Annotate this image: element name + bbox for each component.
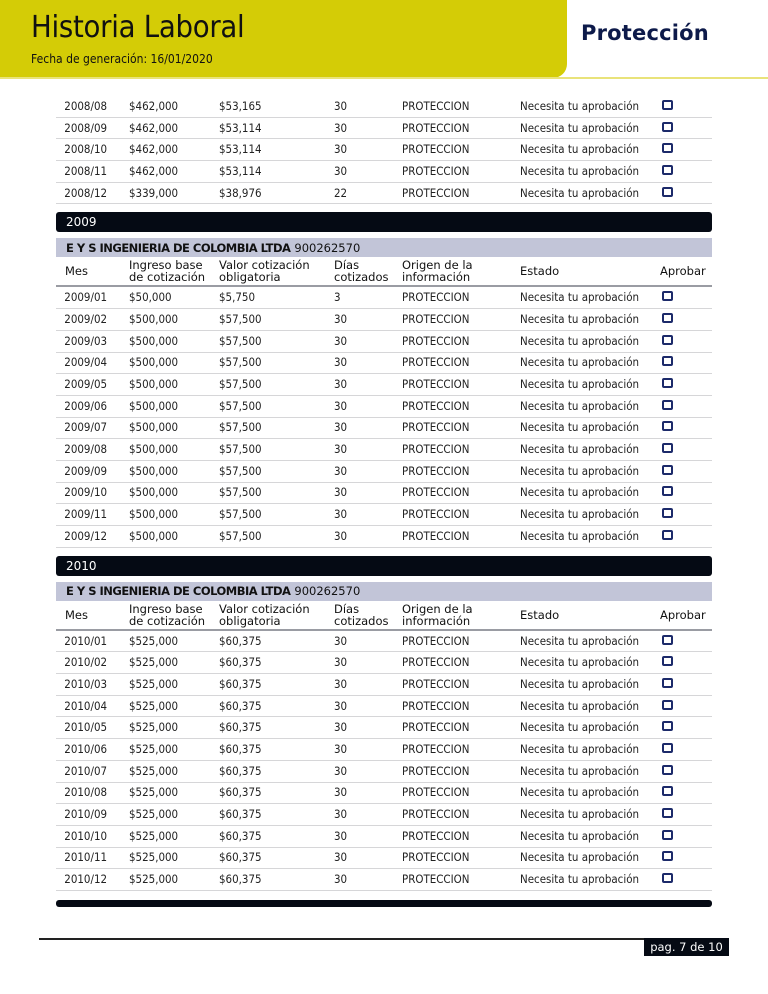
income-cell: $50,000: [129, 291, 172, 305]
days-cell: 30: [334, 399, 348, 413]
origin-cell: PROTECCION: [402, 677, 470, 691]
month-cell: 2008/08: [64, 99, 108, 113]
month-cell: 2008/12: [64, 186, 108, 200]
status-cell: Necesita tu aprobación: [520, 829, 640, 843]
income-cell: $500,000: [129, 399, 179, 413]
brand-logo: Protección: [581, 21, 709, 45]
origin-cell: PROTECCION: [402, 764, 470, 778]
approve-checkbox[interactable]: [662, 443, 673, 453]
approve-checkbox[interactable]: [662, 508, 673, 518]
table-header: [56, 257, 712, 287]
status-cell: Necesita tu aprobación: [520, 291, 640, 305]
month-cell: 2009/01: [64, 291, 108, 305]
approve-cell: [660, 187, 712, 200]
contribution-cell: $5,750: [219, 291, 256, 305]
income-cell: $500,000: [129, 443, 179, 457]
contribution-cell: $57,500: [219, 421, 262, 435]
approve-cell: [660, 808, 712, 821]
contribution-cell: $60,375: [219, 699, 262, 713]
days-cell: 30: [334, 486, 348, 500]
days-cell: 3: [334, 291, 341, 305]
table-row: [56, 161, 712, 183]
days-cell: 30: [334, 443, 348, 457]
contribution-cell: $60,375: [219, 742, 262, 756]
month-cell: 2009/11: [64, 508, 108, 522]
approve-cell: [660, 721, 712, 734]
header-divider: [0, 77, 768, 79]
approve-checkbox[interactable]: [662, 486, 673, 496]
table-row: [56, 183, 712, 205]
col-dias: Días cotizados: [334, 601, 389, 628]
approve-checkbox[interactable]: [662, 421, 673, 431]
approve-checkbox[interactable]: [662, 122, 673, 132]
contribution-cell: $57,500: [219, 356, 262, 370]
approve-cell: [660, 635, 712, 648]
approve-checkbox[interactable]: [662, 143, 673, 153]
employer-name: E Y S INGENIERIA DE COLOMBIA LTDA: [66, 240, 291, 255]
contribution-cell: $60,375: [219, 808, 262, 822]
contribution-cell: $57,500: [219, 508, 262, 522]
approve-checkbox[interactable]: [662, 187, 673, 197]
month-cell: 2008/10: [64, 143, 108, 157]
col-mes: Mes: [65, 607, 88, 622]
table-row: [56, 696, 712, 718]
origin-cell: PROTECCION: [402, 378, 470, 392]
status-cell: Necesita tu aprobación: [520, 508, 640, 522]
table-row: [56, 331, 712, 353]
days-cell: 30: [334, 356, 348, 370]
status-cell: Necesita tu aprobación: [520, 786, 640, 800]
approve-cell: [660, 335, 712, 348]
table-row: [56, 761, 712, 783]
status-cell: Necesita tu aprobación: [520, 529, 640, 543]
status-cell: Necesita tu aprobación: [520, 808, 640, 822]
contribution-cell: $60,375: [219, 721, 262, 735]
income-cell: $462,000: [129, 143, 179, 157]
status-cell: Necesita tu aprobación: [520, 312, 640, 326]
approve-cell: [660, 656, 712, 669]
approve-checkbox[interactable]: [662, 721, 673, 731]
days-cell: 22: [334, 186, 348, 200]
year-section: [56, 212, 712, 547]
col-valor: Valor cotización obligatoria: [219, 258, 310, 285]
origin-cell: PROTECCION: [402, 721, 470, 735]
generation-date: Fecha de generación: 16/01/2020: [31, 52, 213, 66]
month-cell: 2010/04: [64, 699, 108, 713]
status-cell: Necesita tu aprobación: [520, 99, 640, 113]
income-cell: $525,000: [129, 786, 179, 800]
contribution-cell: $57,500: [219, 312, 262, 326]
contribution-cell: $38,976: [219, 186, 262, 200]
approve-cell: [660, 873, 712, 886]
month-cell: 2009/04: [64, 356, 108, 370]
origin-cell: PROTECCION: [402, 334, 470, 348]
days-cell: 30: [334, 99, 348, 113]
table-row: [56, 783, 712, 805]
status-cell: Necesita tu aprobación: [520, 742, 640, 756]
origin-cell: PROTECCION: [402, 808, 470, 822]
table-row: [56, 418, 712, 440]
income-cell: $525,000: [129, 873, 179, 887]
income-cell: $500,000: [129, 356, 179, 370]
contribution-cell: $60,375: [219, 677, 262, 691]
approve-cell: [660, 143, 712, 156]
origin-cell: PROTECCION: [402, 291, 470, 305]
month-cell: 2010/08: [64, 786, 108, 800]
approve-checkbox[interactable]: [662, 765, 673, 775]
approve-checkbox[interactable]: [662, 356, 673, 366]
status-cell: Necesita tu aprobación: [520, 143, 640, 157]
table-row: [56, 526, 712, 548]
table-row: [56, 461, 712, 483]
income-cell: $500,000: [129, 486, 179, 500]
status-cell: Necesita tu aprobación: [520, 486, 640, 500]
approve-cell: [660, 356, 712, 369]
table-row: [56, 504, 712, 526]
contribution-cell: $57,500: [219, 334, 262, 348]
income-cell: $525,000: [129, 851, 179, 865]
days-cell: 30: [334, 464, 348, 478]
approve-checkbox[interactable]: [662, 743, 673, 753]
approve-cell: [660, 400, 712, 413]
approve-cell: [660, 786, 712, 799]
table-row: [56, 674, 712, 696]
month-cell: 2009/10: [64, 486, 108, 500]
days-cell: 30: [334, 529, 348, 543]
table-row: [56, 739, 712, 761]
income-cell: $500,000: [129, 334, 179, 348]
month-cell: 2008/09: [64, 121, 108, 135]
month-cell: 2010/11: [64, 851, 108, 865]
income-cell: $525,000: [129, 742, 179, 756]
contribution-cell: $53,114: [219, 143, 262, 157]
origin-cell: PROTECCION: [402, 634, 470, 648]
status-cell: Necesita tu aprobación: [520, 656, 640, 670]
approve-cell: [660, 486, 712, 499]
month-cell: 2010/12: [64, 873, 108, 887]
approve-checkbox[interactable]: [662, 678, 673, 688]
income-cell: $525,000: [129, 699, 179, 713]
month-cell: 2010/01: [64, 634, 108, 648]
contribution-cell: $60,375: [219, 764, 262, 778]
income-cell: $500,000: [129, 378, 179, 392]
table-row: [56, 353, 712, 375]
status-cell: Necesita tu aprobación: [520, 121, 640, 135]
days-cell: 30: [334, 508, 348, 522]
month-cell: 2009/07: [64, 421, 108, 435]
origin-cell: PROTECCION: [402, 356, 470, 370]
approve-checkbox[interactable]: [662, 873, 673, 883]
approve-cell: [660, 743, 712, 756]
approve-checkbox[interactable]: [662, 165, 673, 175]
approve-checkbox[interactable]: [662, 808, 673, 818]
contribution-cell: $53,165: [219, 99, 262, 113]
contribution-cell: $57,500: [219, 529, 262, 543]
month-cell: 2010/03: [64, 677, 108, 691]
approve-cell: [660, 100, 712, 113]
origin-cell: PROTECCION: [402, 399, 470, 413]
contribution-cell: $60,375: [219, 786, 262, 800]
month-cell: 2010/02: [64, 656, 108, 670]
contribution-cell: $57,500: [219, 378, 262, 392]
status-cell: Necesita tu aprobación: [520, 443, 640, 457]
contribution-cell: $53,114: [219, 121, 262, 135]
contribution-cell: $60,375: [219, 851, 262, 865]
days-cell: 30: [334, 334, 348, 348]
table-row: [56, 826, 712, 848]
approve-cell: [660, 700, 712, 713]
employer-nit: 900262570: [294, 584, 361, 599]
approve-cell: [660, 165, 712, 178]
approve-checkbox[interactable]: [662, 291, 673, 301]
income-cell: $500,000: [129, 312, 179, 326]
origin-cell: PROTECCION: [402, 508, 470, 522]
table-header: [56, 601, 712, 631]
income-cell: $525,000: [129, 808, 179, 822]
contribution-cell: $57,500: [219, 464, 262, 478]
days-cell: 30: [334, 634, 348, 648]
table-row: [56, 374, 712, 396]
income-cell: $500,000: [129, 529, 179, 543]
status-cell: Necesita tu aprobación: [520, 378, 640, 392]
approve-checkbox[interactable]: [662, 400, 673, 410]
col-mes: Mes: [65, 264, 88, 279]
status-cell: Necesita tu aprobación: [520, 186, 640, 200]
table-row: [56, 439, 712, 461]
table-row: [56, 96, 712, 118]
approve-cell: [660, 508, 712, 521]
month-cell: 2010/07: [64, 764, 108, 778]
origin-cell: PROTECCION: [402, 464, 470, 478]
days-cell: 30: [334, 851, 348, 865]
contribution-cell: $60,375: [219, 634, 262, 648]
page-number: pag. 7 de 10: [644, 938, 729, 956]
table-end-bar: [56, 900, 712, 907]
approve-checkbox[interactable]: [662, 378, 673, 388]
table-row: [56, 804, 712, 826]
approve-cell: [660, 465, 712, 478]
origin-cell: PROTECCION: [402, 742, 470, 756]
approve-checkbox[interactable]: [662, 335, 673, 345]
status-cell: Necesita tu aprobación: [520, 677, 640, 691]
table-row: [56, 717, 712, 739]
col-aprobar: Aprobar: [660, 607, 706, 622]
col-origen: Origen de la información: [402, 601, 473, 628]
col-aprobar: Aprobar: [660, 264, 706, 279]
origin-cell: PROTECCION: [402, 312, 470, 326]
days-cell: 30: [334, 721, 348, 735]
status-cell: Necesita tu aprobación: [520, 399, 640, 413]
month-cell: 2010/05: [64, 721, 108, 735]
status-cell: Necesita tu aprobación: [520, 356, 640, 370]
origin-cell: PROTECCION: [402, 486, 470, 500]
approve-cell: [660, 291, 712, 304]
history-table: [56, 96, 712, 907]
status-cell: Necesita tu aprobación: [520, 873, 640, 887]
income-cell: $500,000: [129, 421, 179, 435]
table-row: [56, 652, 712, 674]
month-cell: 2008/11: [64, 164, 108, 178]
footer-divider: [39, 938, 729, 940]
contribution-cell: $53,114: [219, 164, 262, 178]
approve-checkbox[interactable]: [662, 313, 673, 323]
origin-cell: PROTECCION: [402, 529, 470, 543]
days-cell: 30: [334, 677, 348, 691]
month-cell: 2009/05: [64, 378, 108, 392]
approve-cell: [660, 122, 712, 135]
col-ingreso: Ingreso base de cotización: [129, 601, 206, 628]
days-cell: 30: [334, 378, 348, 392]
income-cell: $500,000: [129, 464, 179, 478]
days-cell: 30: [334, 742, 348, 756]
income-cell: $525,000: [129, 764, 179, 778]
col-estado: Estado: [520, 607, 560, 622]
employer-name: E Y S INGENIERIA DE COLOMBIA LTDA: [66, 584, 291, 599]
status-cell: Necesita tu aprobación: [520, 421, 640, 435]
approve-checkbox[interactable]: [662, 635, 673, 645]
employer-header: [56, 238, 712, 257]
days-cell: 30: [334, 656, 348, 670]
income-cell: $462,000: [129, 121, 179, 135]
year-header: 2010: [56, 556, 712, 576]
income-cell: $462,000: [129, 99, 179, 113]
income-cell: $525,000: [129, 634, 179, 648]
approve-checkbox[interactable]: [662, 100, 673, 110]
approve-checkbox[interactable]: [662, 465, 673, 475]
income-cell: $339,000: [129, 186, 179, 200]
status-cell: Necesita tu aprobación: [520, 634, 640, 648]
status-cell: Necesita tu aprobación: [520, 334, 640, 348]
month-cell: 2010/10: [64, 829, 108, 843]
approve-cell: [660, 851, 712, 864]
table-row: [56, 287, 712, 309]
col-ingreso: Ingreso base de cotización: [129, 258, 206, 285]
income-cell: $500,000: [129, 508, 179, 522]
contribution-cell: $60,375: [219, 656, 262, 670]
days-cell: 30: [334, 164, 348, 178]
approve-cell: [660, 830, 712, 843]
approve-cell: [660, 678, 712, 691]
days-cell: 30: [334, 121, 348, 135]
days-cell: 30: [334, 699, 348, 713]
approve-cell: [660, 530, 712, 543]
contribution-cell: $57,500: [219, 486, 262, 500]
income-cell: $525,000: [129, 656, 179, 670]
origin-cell: PROTECCION: [402, 656, 470, 670]
approve-checkbox[interactable]: [662, 656, 673, 666]
income-cell: $525,000: [129, 721, 179, 735]
days-cell: 30: [334, 829, 348, 843]
approve-cell: [660, 443, 712, 456]
origin-cell: PROTECCION: [402, 699, 470, 713]
approve-cell: [660, 313, 712, 326]
page-title: Historia Laboral: [31, 10, 245, 45]
origin-cell: PROTECCION: [402, 186, 470, 200]
days-cell: 30: [334, 312, 348, 326]
year-sections: [56, 212, 712, 891]
status-cell: Necesita tu aprobación: [520, 721, 640, 735]
days-cell: 30: [334, 421, 348, 435]
approve-checkbox[interactable]: [662, 530, 673, 540]
approve-checkbox[interactable]: [662, 830, 673, 840]
month-cell: 2009/08: [64, 443, 108, 457]
table-row: [56, 309, 712, 331]
month-cell: 2009/03: [64, 334, 108, 348]
approve-cell: [660, 765, 712, 778]
days-cell: 30: [334, 786, 348, 800]
origin-cell: PROTECCION: [402, 873, 470, 887]
contribution-cell: $60,375: [219, 873, 262, 887]
origin-cell: PROTECCION: [402, 164, 470, 178]
month-cell: 2010/09: [64, 808, 108, 822]
days-cell: 30: [334, 873, 348, 887]
income-cell: $525,000: [129, 677, 179, 691]
days-cell: 30: [334, 143, 348, 157]
origin-cell: PROTECCION: [402, 421, 470, 435]
month-cell: 2009/09: [64, 464, 108, 478]
table-row: [56, 118, 712, 140]
approve-checkbox[interactable]: [662, 786, 673, 796]
status-cell: Necesita tu aprobación: [520, 699, 640, 713]
status-cell: Necesita tu aprobación: [520, 164, 640, 178]
col-origen: Origen de la información: [402, 258, 473, 285]
table-row: [56, 139, 712, 161]
days-cell: 30: [334, 764, 348, 778]
table-row: [56, 848, 712, 870]
table-row: [56, 869, 712, 891]
table-row: [56, 631, 712, 653]
origin-cell: PROTECCION: [402, 829, 470, 843]
income-cell: $462,000: [129, 164, 179, 178]
income-cell: $525,000: [129, 829, 179, 843]
status-cell: Necesita tu aprobación: [520, 464, 640, 478]
contribution-cell: $60,375: [219, 829, 262, 843]
month-cell: 2009/06: [64, 399, 108, 413]
approve-checkbox[interactable]: [662, 851, 673, 861]
month-cell: 2009/12: [64, 529, 108, 543]
col-dias: Días cotizados: [334, 258, 389, 285]
origin-cell: PROTECCION: [402, 786, 470, 800]
status-cell: Necesita tu aprobación: [520, 851, 640, 865]
origin-cell: PROTECCION: [402, 443, 470, 457]
col-valor: Valor cotización obligatoria: [219, 601, 310, 628]
origin-cell: PROTECCION: [402, 99, 470, 113]
status-cell: Necesita tu aprobación: [520, 764, 640, 778]
month-cell: 2010/06: [64, 742, 108, 756]
approve-checkbox[interactable]: [662, 700, 673, 710]
contribution-cell: $57,500: [219, 399, 262, 413]
table-row: [56, 396, 712, 418]
approve-cell: [660, 378, 712, 391]
year-section: [56, 556, 712, 891]
carryover-rows: [56, 96, 712, 204]
employer-header: [56, 582, 712, 601]
year-header: 2009: [56, 212, 712, 232]
contribution-cell: $57,500: [219, 443, 262, 457]
origin-cell: PROTECCION: [402, 851, 470, 865]
origin-cell: PROTECCION: [402, 143, 470, 157]
days-cell: 30: [334, 808, 348, 822]
origin-cell: PROTECCION: [402, 121, 470, 135]
month-cell: 2009/02: [64, 312, 108, 326]
col-estado: Estado: [520, 264, 560, 279]
employer-nit: 900262570: [294, 240, 361, 255]
approve-cell: [660, 421, 712, 434]
table-row: [56, 483, 712, 505]
